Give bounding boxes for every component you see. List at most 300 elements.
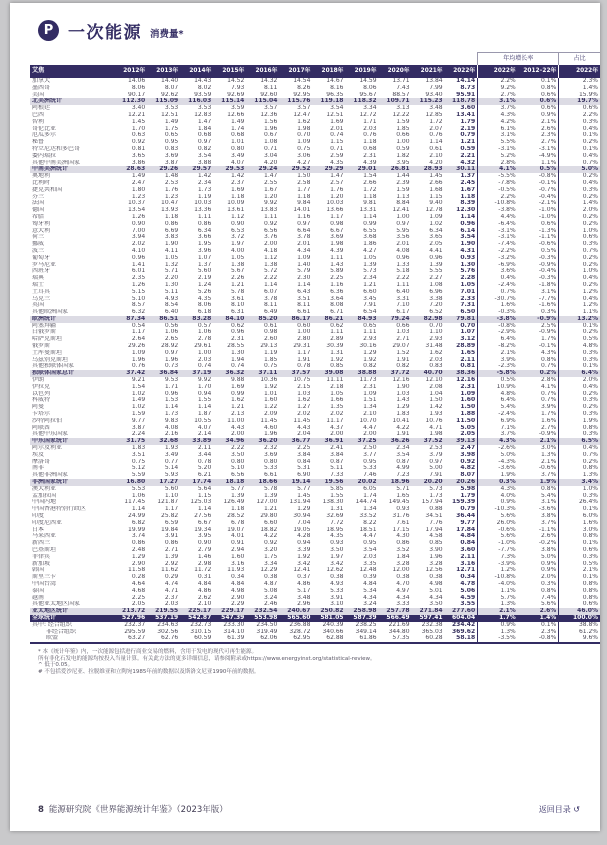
value-cell: 4.39 [363,159,377,166]
value-cell: 1.97 [230,241,245,248]
row-label: 西班牙 [32,268,51,275]
value-cell: 85.20 [246,316,279,323]
value-cell: 1.75 [264,553,278,560]
share-cell: 61.2% [559,629,600,636]
growth-10y-cell: 0.5% [541,247,557,254]
table-row [30,425,600,432]
value-cell: 6.05 [363,485,377,492]
value-cell: 37.57 [279,370,312,377]
table-row [30,85,600,92]
value-cell: 115.14 [213,98,246,105]
value-cell: 4.35 [330,159,344,166]
growth-10y-cell: -4.9% [538,152,557,159]
value-cell: 0.78 [297,363,311,370]
value-cell: 1.93 [429,411,443,418]
primary-energy-table [30,52,600,644]
value-cell: 2.48 [131,546,146,553]
value-cell: 1.38 [264,261,278,268]
row-label: 其中: 经合组织 [32,621,72,628]
value-cell: 3.90 [429,546,443,553]
growth-10y-cell: 3.9% [541,404,557,411]
year-header: 2019年 [345,65,378,78]
value-cell: 1.09 [131,349,146,356]
growth-2022-cell: 5.4% [478,404,518,411]
table-row [30,241,600,248]
value-cell: 1.75 [164,125,179,132]
value-cell: 232.37 [124,621,146,628]
value-cell: 9.92 [197,377,212,384]
growth-2022-cell: -3.8% [478,207,518,214]
year-header: 2013年 [147,65,180,78]
table-row [30,275,600,282]
row-label: 意大利 [32,227,51,234]
share-cell: 1.0% [559,486,600,493]
growth-10y-cell: 0.7% [541,390,557,397]
value-cell: 40.70 [412,370,445,377]
row-label: 匈牙利 [32,220,51,227]
growth-2022-cell: 2.1% [478,608,518,615]
value-cell: 1.49 [230,118,245,125]
share-cell: 0.3% [559,357,600,364]
value-cell: 1.14 [197,404,212,411]
value-cell: 1.45 [429,173,443,180]
share-cell: 3.4% [559,479,600,486]
value-cell: 17.94 [425,526,443,533]
value-cell: 236.88 [289,621,311,628]
value-cell: 6.67 [197,519,212,526]
value-cell: 8.11 [297,302,311,309]
share-cell: 1.2% [559,302,600,309]
share-cell: 0.3% [559,241,600,248]
back-to-contents-link[interactable] [539,804,580,815]
value-cell: 14.32 [260,78,278,84]
value-cell: 0.96 [230,329,245,336]
value-cell: 2.80 [297,336,311,343]
growth-2022-cell: 3.7% [478,105,518,112]
footnotes [38,649,600,675]
value-cell: 4.34 [297,247,311,254]
value-cell: 29.80 [260,513,278,519]
value-cell: 5.33 [363,465,377,472]
value-cell: 1.34 [363,506,377,513]
value-cell: 5.11 [330,465,344,472]
value-cell: 5.01 [429,587,443,594]
value-cell: 0.98 [330,220,344,227]
value-cell: 0.54 [131,322,146,329]
row-label: 捷克共和国 [32,186,63,193]
row-label: 伊拉克 [32,383,51,390]
value-cell: 3.60 [460,546,476,553]
value-cell: 3.54 [460,234,476,241]
value-cell: 4.34 [396,594,410,601]
value-cell: 5.71 [396,485,410,492]
region-total-row [30,166,600,173]
value-cell: 0.65 [164,132,179,139]
value-cell: 1.39 [264,492,278,499]
value-cell: 39.08 [312,370,345,377]
value-cell: 19.84 [161,526,179,533]
growth-10y-cell: -1.1% [538,234,557,241]
value-cell: 5.85 [330,485,344,492]
value-cell: 0.96 [460,220,476,227]
value-cell: 1.11 [197,213,212,220]
value-cell: 2.24 [131,431,146,438]
value-cell: 2.32 [264,445,278,452]
growth-2022-cell: 0.9% [478,622,518,629]
value-cell: 12.41 [392,207,410,214]
table-row [30,126,600,133]
value-cell: 2.05 [429,241,443,248]
value-cell: 0.61 [264,322,278,329]
growth-2022-cell: -1.0% [478,540,518,547]
row-label: 其他独联体国家 [32,363,75,370]
value-cell: 2.00 [330,431,344,438]
row-label: 欧盟 [46,635,59,642]
value-cell: 12.62 [326,567,344,574]
table-row [30,622,600,629]
value-cell: 1.23 [131,193,146,200]
value-cell: 12.16 [456,377,476,384]
value-cell: 29.29 [312,166,345,173]
value-cell: 3.68 [363,234,377,241]
value-cell: 1.05 [363,254,377,261]
value-cell: 2.20 [164,275,179,282]
row-label: 美国 [32,91,45,98]
growth-2022-cell: -6.9% [478,262,518,269]
growth-10y-cell: 0.8% [541,485,557,492]
value-cell: 1.59 [396,118,410,125]
value-cell: 4.86 [197,587,212,594]
value-cell: 1.15 [330,139,344,146]
value-cell: 0.65 [363,322,377,329]
value-cell: 6.67 [330,227,344,234]
share-cell: 9.6% [559,635,600,643]
value-cell: 14.43 [194,78,212,84]
share-cell: 0.2% [559,214,600,221]
value-cell: 26.81 [379,166,412,173]
value-cell: 4.58 [429,533,443,540]
value-cell: 5.71 [164,268,179,275]
table-row [30,397,600,404]
value-cell: 238.25 [355,621,377,628]
value-cell: 1.79 [460,492,476,499]
value-cell: 3.91 [330,594,344,601]
table-row [30,187,600,194]
value-cell: 117.45 [124,499,146,506]
growth-2022-cell: -3.8% [478,316,518,323]
value-cell: 2.47 [460,445,476,452]
value-cell: 1.50 [429,397,443,404]
row-label: 其他亚太地区国家 [32,601,81,608]
value-cell: 5.20 [197,465,212,472]
value-cell: 12.51 [326,111,344,118]
value-cell: 118.78 [445,98,478,105]
value-cell: 6.21 [197,472,212,479]
table-row [30,527,600,534]
value-cell: 0.74 [197,363,212,370]
value-cell: 37.52 [412,438,445,445]
value-cell: 5.53 [131,485,146,492]
value-cell: 0.61 [429,145,443,152]
value-cell: 6.55 [363,227,377,234]
value-cell: 257.78 [379,608,412,615]
value-cell: 9.40 [429,200,443,207]
growth-2022-cell: -6.4% [478,221,518,228]
value-cell: 116.03 [180,98,213,105]
value-cell: 4.30 [396,533,410,540]
value-cell: 2.05 [460,431,476,438]
value-cell: 1.88 [460,411,476,418]
growth-10y-cell: -1.1% [538,526,557,533]
value-cell: 2.93 [363,336,377,343]
value-cell: 1.50 [297,173,311,180]
growth-col-header: 2022年 [478,65,518,78]
value-cell: 1.32 [164,261,179,268]
row-label: 哥伦比亚 [32,125,57,132]
value-cell: 1.86 [363,241,377,248]
value-cell: 0.86 [396,540,410,547]
value-cell: 1.62 [429,349,443,356]
value-cell: 0.67 [264,132,278,139]
row-label: 中南美洲统计 [30,166,114,173]
value-cell: 2.01 [297,241,311,248]
value-cell: 3.45 [363,295,377,302]
value-cell: 3.57 [264,105,278,112]
value-cell: 597.41 [412,615,445,622]
value-cell: 0.59 [460,145,476,152]
value-cell: 5.18 [396,268,410,275]
value-cell: 28.89 [456,343,476,350]
value-cell: 3.95 [197,533,212,540]
value-cell: 0.94 [297,540,311,547]
value-cell: 328.72 [289,628,311,635]
value-cell: 3.50 [230,451,245,458]
value-cell: 2.34 [197,179,212,186]
value-cell: 240.39 [322,621,344,628]
value-cell: 12.83 [194,111,212,118]
value-cell: 92.60 [260,91,278,98]
value-cell: 1.62 [297,397,311,404]
value-cell: 221.69 [388,621,410,628]
share-cell: 0.2% [559,404,600,411]
value-cell: 5.77 [230,485,245,492]
table-row [30,343,600,350]
value-cell: 1.26 [131,281,146,288]
table-row [30,452,600,459]
value-cell: 2.96 [297,601,311,608]
value-cell: 2.07 [429,125,443,132]
value-cell: 1.12 [230,213,245,220]
growth-10y-cell: 0.6% [541,220,557,227]
value-cell: 20.02 [345,479,378,486]
value-cell: 7.20 [429,302,443,309]
row-label: 智利 [32,118,45,125]
value-cell: 8.22 [363,519,377,526]
value-cell: 1.69 [230,186,245,193]
table-row [30,268,600,275]
table-row [30,221,600,228]
share-cell: 6.0% [559,513,600,520]
value-cell: 95.91 [456,91,476,98]
value-cell: 1.09 [429,213,443,220]
value-cell: 1.56 [264,118,278,125]
share-cell: 0.1% [559,540,600,547]
value-cell: 18.51 [359,526,377,533]
world-total-row [30,615,600,622]
row-label: 中国内地 [32,499,57,506]
share-cell: 2.1% [559,567,600,574]
value-cell: 8.54 [164,302,179,309]
value-cell: 2.09 [264,411,278,418]
value-cell: 2.94 [230,546,245,553]
table-row [30,404,600,411]
row-label: 阿联酋 [32,424,51,431]
growth-10y-cell: 4.1% [541,383,557,390]
value-cell: 1.03 [396,390,410,397]
value-cell: 0.39 [363,574,377,581]
value-cell: 12.51 [161,111,179,118]
value-cell: 277.60 [445,608,478,615]
value-cell: 10.47 [161,200,179,207]
value-cell: 0.34 [230,574,245,581]
value-cell: 4.59 [460,594,476,601]
value-cell: 5.00 [429,465,443,472]
value-cell: 12.72 [359,111,377,118]
value-cell: 0.98 [264,329,278,336]
value-cell: 28.52 [227,513,245,519]
share-col-header: 2022年 [559,65,600,78]
value-cell: 2.03 [164,601,179,608]
share-cell: 0.3% [559,411,600,418]
value-cell: 3.38 [429,295,443,302]
value-cell: 1.03 [396,329,410,336]
value-cell: 1.77 [297,186,311,193]
table-row [30,629,600,636]
value-cell: 2.79 [197,546,212,553]
value-cell: 4.01 [230,533,245,540]
table-row [30,289,600,296]
value-cell: 13.83 [260,207,278,214]
value-cell: 57.35 [392,635,410,642]
value-cell: 1.69 [230,383,245,390]
value-cell: 119.18 [312,98,345,105]
share-cell: 0.7% [559,452,600,459]
table-row [30,105,600,112]
value-cell: 8.73 [460,84,476,91]
row-label: 澳大利亚 [32,485,57,492]
value-cell: 3.13 [396,105,410,112]
value-cell: 302.56 [157,628,179,635]
value-cell: 61.39 [227,635,245,642]
return-arrow-icon: ↺ [573,804,580,814]
value-cell: 3.74 [131,533,146,540]
value-cell: 3.20 [264,546,278,553]
value-cell: 10.41 [392,417,410,424]
value-cell: 3.65 [131,152,146,159]
row-label: 德国 [32,207,45,214]
value-cell: 9.53 [164,377,179,384]
value-cell: 3.49 [230,152,245,159]
growth-10y-cell: 1.7% [541,336,557,343]
row-label: 中东国家统计 [30,438,114,445]
growth-10y-cell: 2.3% [541,628,557,635]
value-cell: 25.82 [161,513,179,519]
value-cell: 1.09 [363,390,377,397]
value-cell: 1.33 [396,261,410,268]
value-cell: 1.10 [429,329,443,336]
value-cell: 1.97 [330,553,344,560]
growth-2022-cell: 3.7% [478,431,518,438]
value-cell: 3.48 [297,594,311,601]
value-cell: 0.86 [131,540,146,547]
value-cell: 3.04 [264,152,278,159]
value-cell: 1.92 [297,553,311,560]
value-cell: 1.48 [164,173,179,180]
value-cell: 5.72 [264,268,278,275]
table-row [30,363,600,370]
value-cell: 1.92 [363,356,377,363]
value-cell: 1.22 [264,404,278,411]
region-total-row [30,479,600,486]
value-cell: 2.60 [264,336,278,343]
value-cell: 4.28 [297,533,311,540]
value-cell: 3.60 [460,105,476,112]
value-cell: 2.02 [131,241,146,248]
value-cell: 0.29 [164,574,179,581]
growth-2022-cell: -3.9% [478,561,518,568]
growth-10y-cell: 3.1% [541,288,557,295]
value-cell: 0.85 [429,540,443,547]
growth-10y-cell: 1.6% [541,417,557,424]
value-cell: 4.84 [230,580,245,587]
value-cell: 0.99 [363,220,377,227]
value-cell: 1.02 [429,220,443,227]
value-cell: 5.79 [297,268,311,275]
value-cell: 3.51 [297,295,311,302]
value-cell: 0.82 [363,363,377,370]
value-cell: 17.84 [456,526,476,533]
value-cell: 7.76 [429,519,443,526]
growth-10y-cell: 2.6% [541,533,557,540]
value-cell: 3.57 [297,105,311,112]
growth-10y-cell: 1.3% [541,451,557,458]
row-label: 瑞典 [32,275,45,282]
value-cell: 1.67 [460,186,476,193]
row-label: 全球统计 [30,615,114,622]
value-cell: 0.66 [396,132,410,139]
value-cell: 2.62 [197,594,212,601]
value-cell: 4.10 [131,247,146,254]
value-cell: 11.50 [456,417,476,424]
value-cell: 1.01 [230,139,245,146]
row-label: 芬兰 [32,193,45,200]
value-cell: 6.31 [230,309,245,316]
table-row [30,323,600,330]
growth-2022-cell: 4.2% [478,119,518,126]
value-cell: 3.39 [297,546,311,553]
table-row [30,513,600,520]
value-cell: 5.11 [164,288,179,295]
value-cell: 527.96 [114,615,147,622]
value-cell: 125.03 [190,499,212,506]
growth-2022-cell: 4.0% [478,493,518,500]
growth-2022-cell: -3.5% [478,635,518,643]
value-cell: 18.82 [260,526,278,533]
value-cell: 2.26 [230,275,245,282]
value-cell: 37.19 [180,370,213,377]
value-cell: 5.89 [330,268,344,275]
growth-2022-cell: 1.9% [478,472,518,479]
